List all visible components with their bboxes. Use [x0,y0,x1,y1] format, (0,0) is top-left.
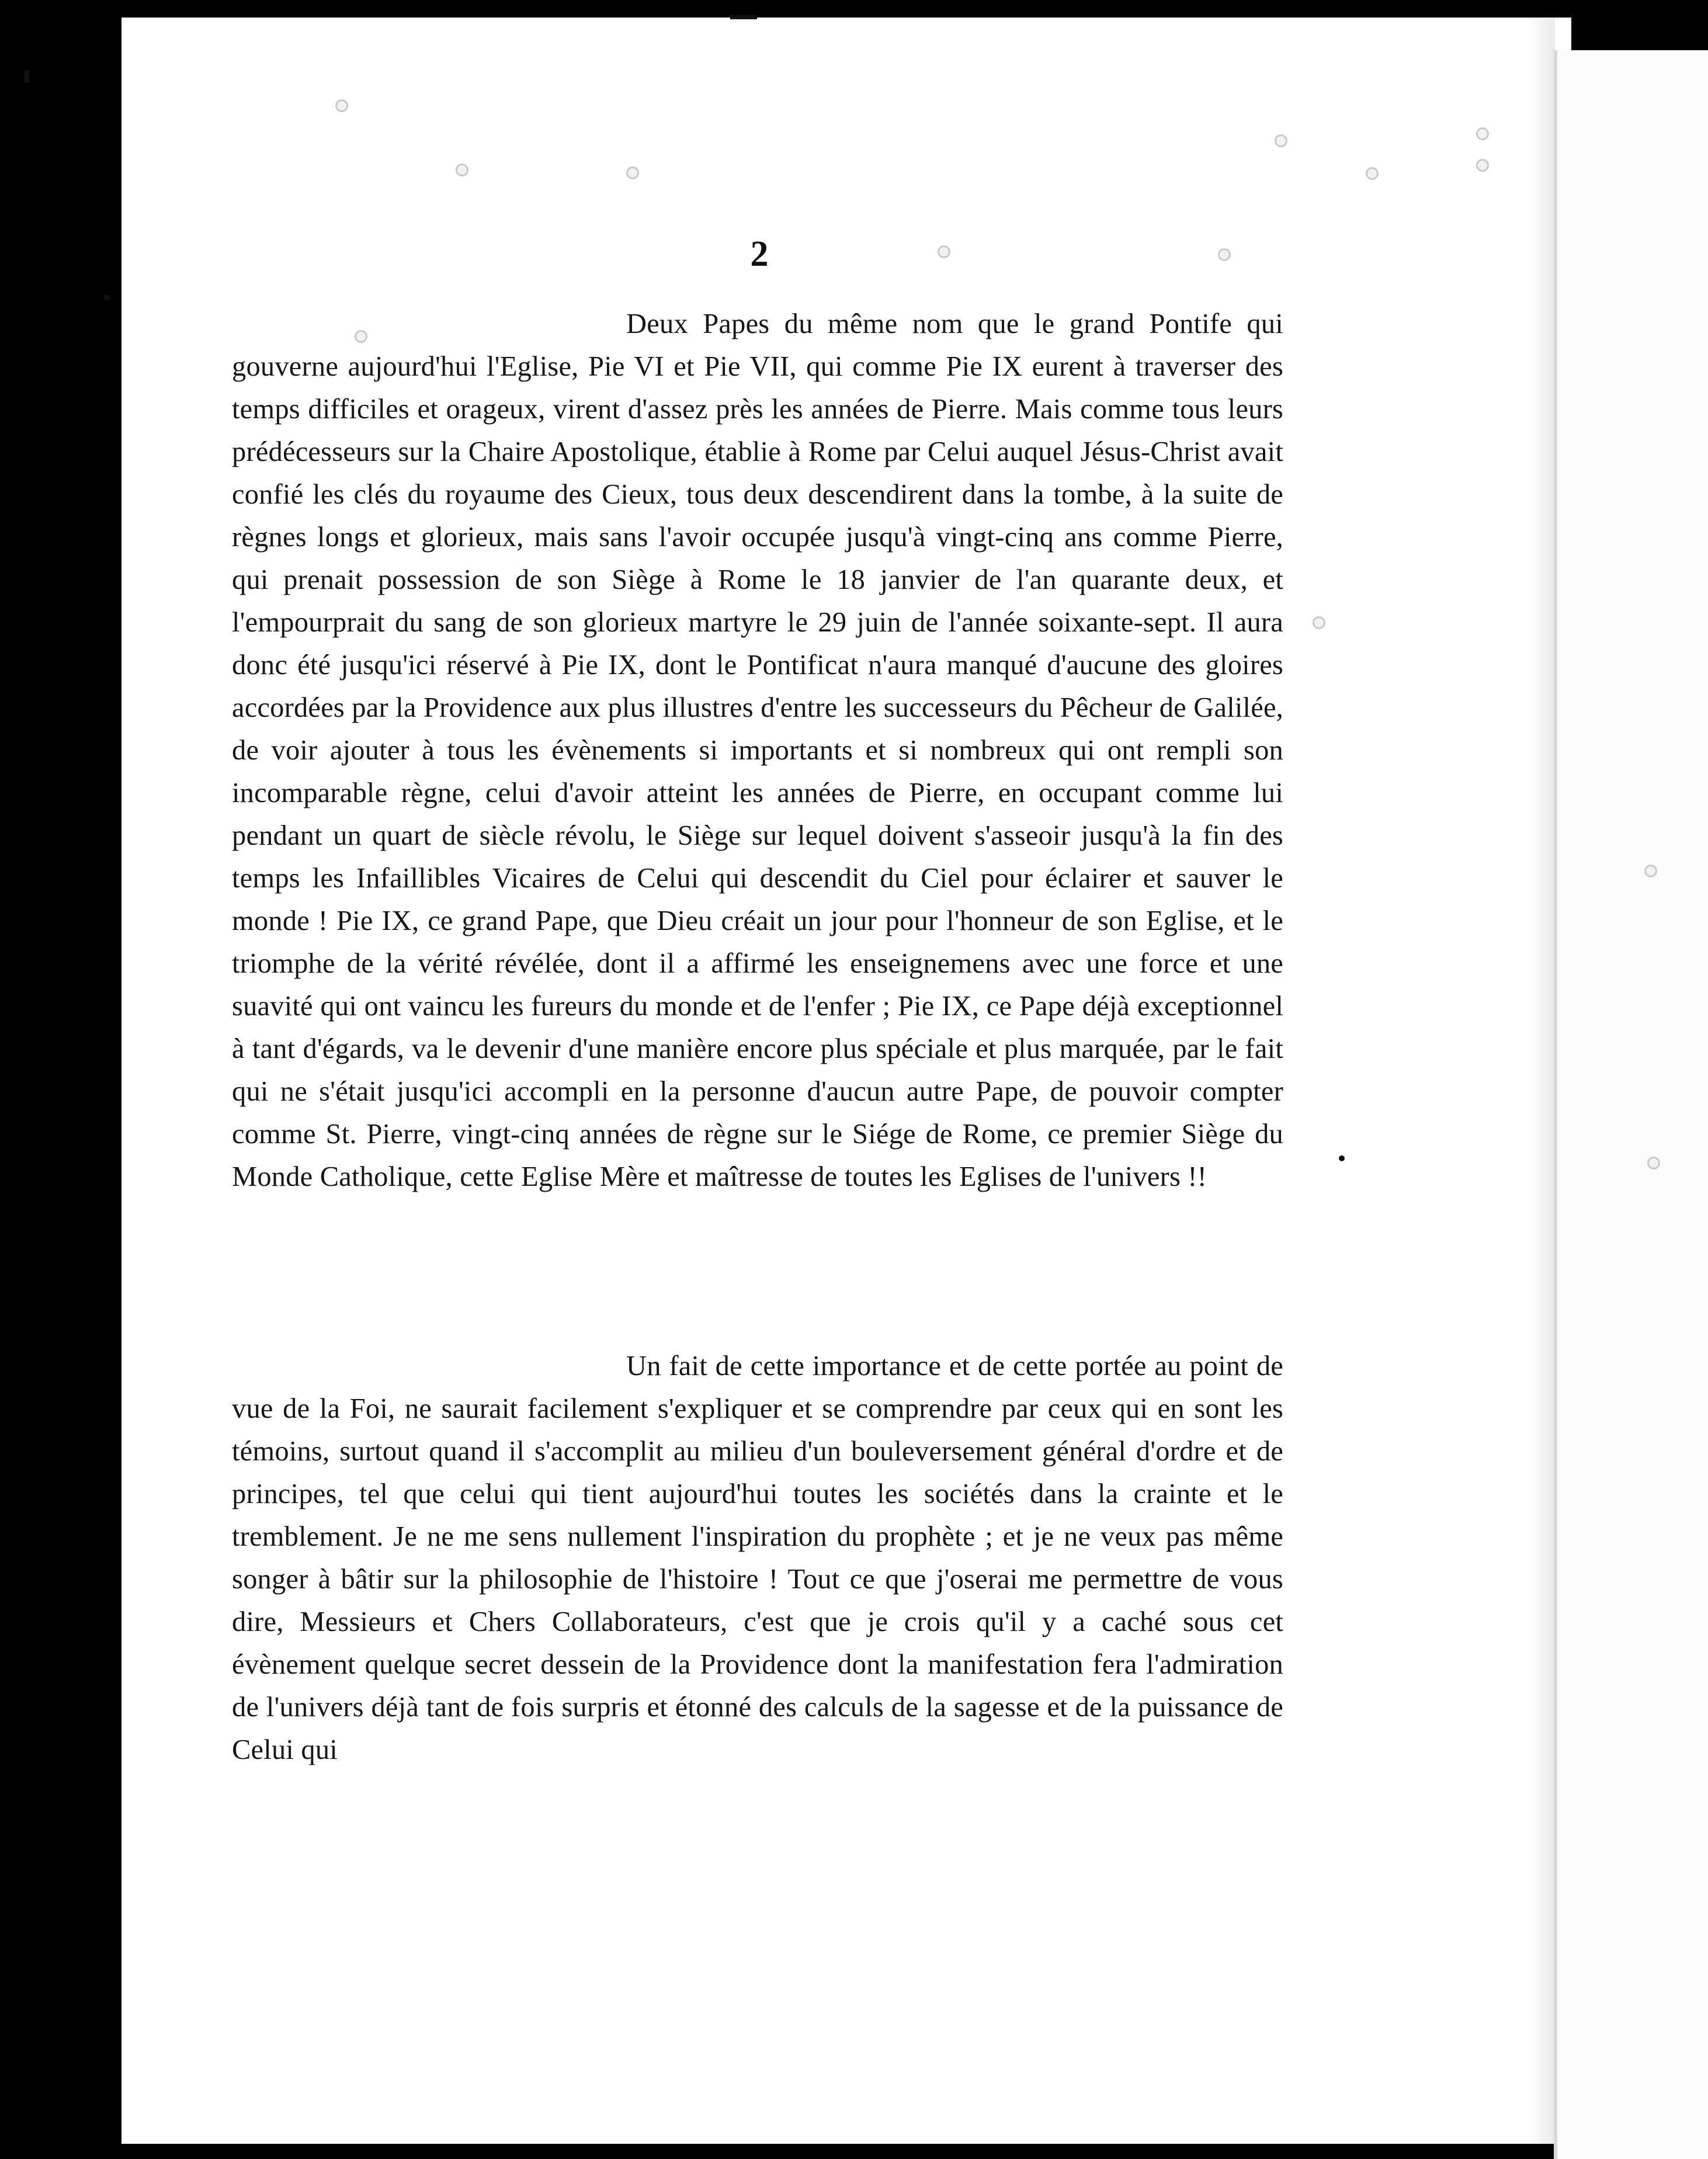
scan-speck [1476,159,1489,172]
scan-speck [1313,616,1325,629]
paragraph-text: Un fait de cette importance et de cette portée au point de vue de la Foi, ne saurait facilement s'expliquer et se comprendre par ceux qui en sont les témoins, surtout quand il s'accomplit au milieu d'un bouleversement général d'ordre et de principes, tel que celui qui tient aujourd'hui toutes les sociétés dans la crainte et le tremblement. Je ne me sens nullement l'inspiration du prophète ; et je ne veux pas même songer à bâtir sur la philosophie de l'histoire ! Tout ce que j'oserai me permettre de vous dire, Messieurs et Chers Collaborateurs, c'est que je crois qu'il y a caché sous cet évènement quelque secret dessein de la Providence dont la manifestation fera l'admiration de l'univers déjà tant de fois surpris et étonné des calculs de la sagesse et de la puissance de Celui qui [232,1351,1283,1765]
scan-mark [25,70,29,83]
scan-speck [1218,248,1231,261]
scan-mark [104,295,110,300]
scan-speck [456,164,468,176]
scan-speck [1647,1157,1660,1169]
scan-speck [1476,127,1489,140]
paragraph [232,303,1283,1198]
scan-speck [1644,865,1657,877]
scan-speck [1275,134,1287,147]
scan-mark [730,15,757,19]
scan-mark [1339,1155,1345,1161]
page-gutter-shadow [1529,18,1555,2144]
page-number: 2 [750,234,769,274]
paragraph-text: Deux Papes du même nom que le grand Pontife qui gouverne aujourd'hui l'Eglise, Pie VI et Pie VII, qui comme Pie IX eurent à traverser des temps difficiles et orageux, virent d'assez près les années de Pierre. Mais comme tous leurs prédécesseurs sur la Chaire Apostolique, établie à Rome par Celui auquel Jésus-Christ avait confié les clés du royaume des Cieux, tous deux descendirent dans la tombe, à la suite de règnes longs et glorieux, mais sans l'avoir occupée jusqu'à vingt-cinq ans comme Pierre, qui prenait possession de son Siège à Rome le 18 janvier de l'an quarante deux, et l'empourprait du sang de son glorieux martyre le 29 juin de l'année soixante-sept. Il aura donc été jusqu'ici réservé à Pie IX, dont le Pontificat n'aura manqué d'aucune des gloires accordées par la Providence aux plus illustres d'entre les successeurs du Pêcheur de Galilée, de voir ajouter à tous les évènements si importants et si nombreux qui ont rempli son incomparable règne, celui d'avoir atteint les années de Pierre, en occupant comme lui pendant un quart de siècle révolu, le Siège sur lequel doivent s'asseoir jusqu'à la fin des temps les Infaillibles Vicaires de Celui qui descendit du Ciel pour éclairer et sauver le monde ! Pie IX, ce grand Pape, que Dieu créait un jour pour l'honneur de son Eglise, et le triomphe de la vérité révélée, dont il a affirmé les enseignemens avec une force et une suavité qui ont vaincu les fureurs du monde et de l'enfer ; Pie IX, ce Pape déjà exceptionnel à tant d'égards, va le devenir d'une manière encore plus spéciale et plus marquée, par le fait qui ne s'était jusqu'ici accompli en la personne d'aucun autre Pape, de pouvoir compter comme St. Pierre, vingt-cinq années de règne sur le Siége de Rome, ce premier Siège du Monde Catholique, cette Eglise Mère et maîtresse de toutes les Eglises de l'univers !! [232,308,1283,1192]
scan-speck [938,245,950,258]
paragraph [232,1345,1283,1771]
adjacent-page-edge [1554,50,1708,2159]
scan-speck [626,166,639,179]
scan-speck [1366,167,1379,180]
scan-speck [335,99,348,112]
